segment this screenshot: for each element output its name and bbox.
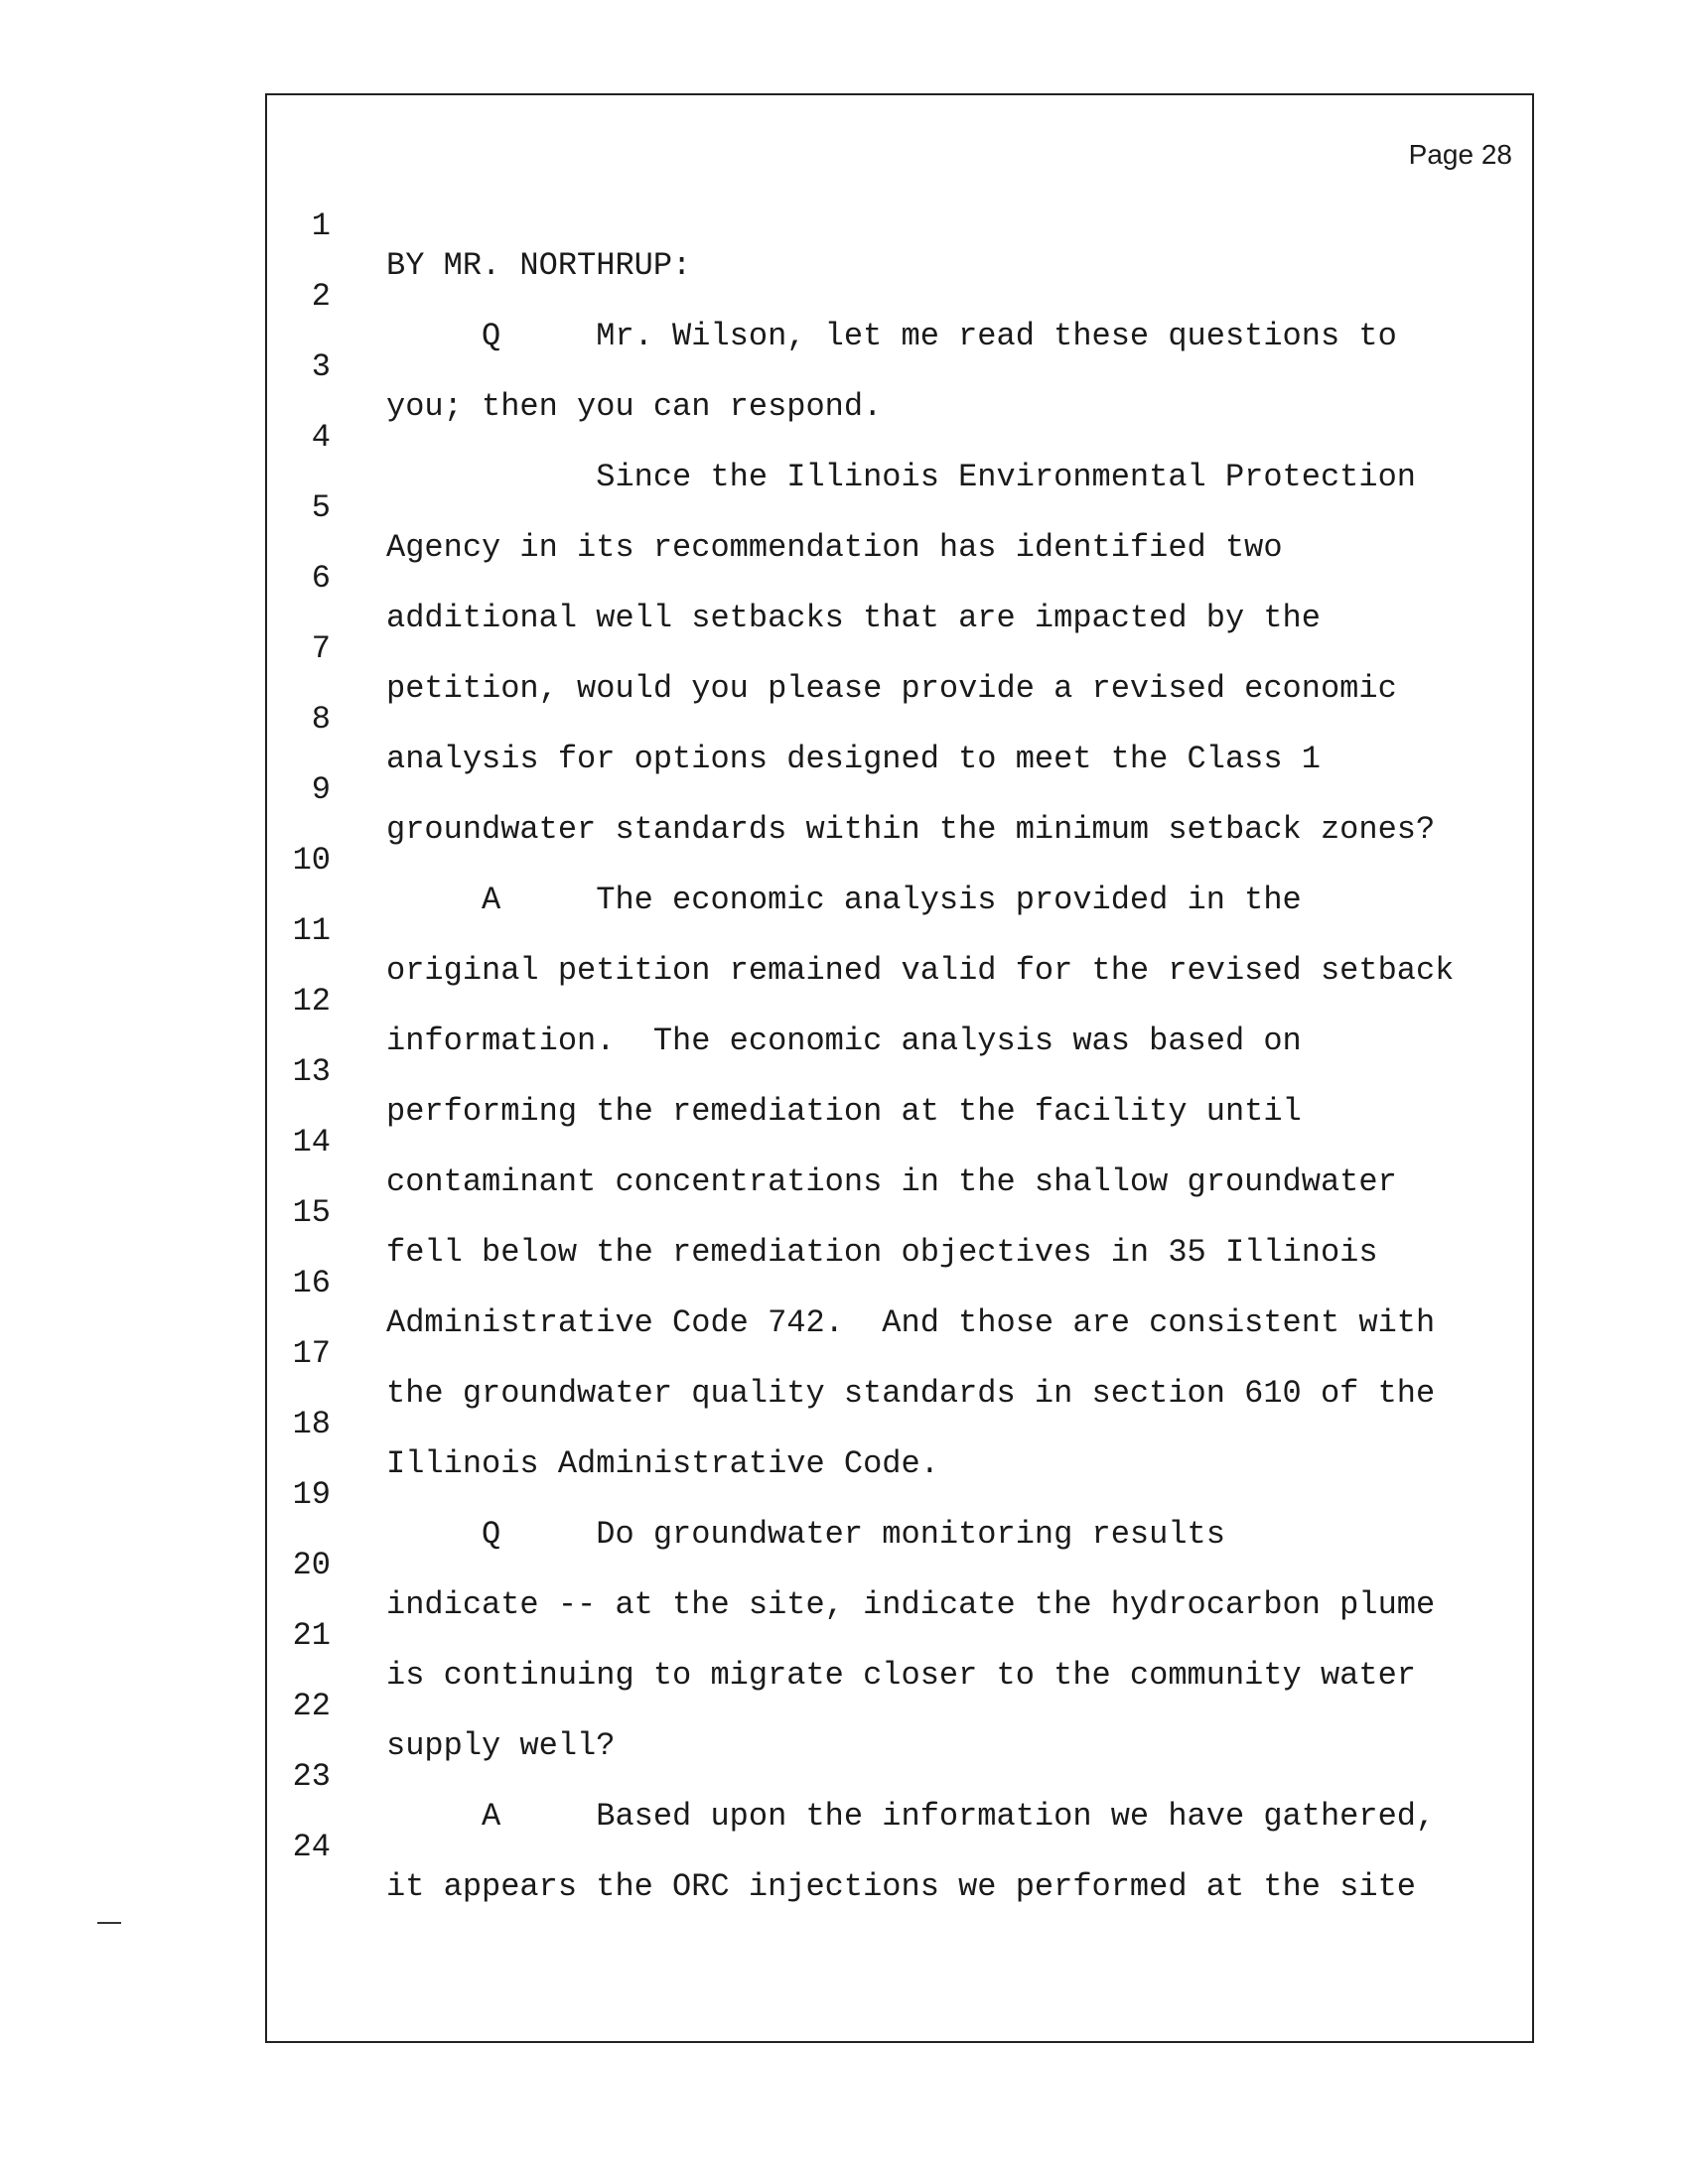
transcript-line <box>267 1083 1532 1200</box>
transcript-page <box>265 93 1534 2043</box>
line-number: 13 <box>292 1053 331 1090</box>
transcript-line <box>267 942 1532 1059</box>
line-text: contaminant concentrations in the shallow groundwater <box>386 1163 1397 1200</box>
line-text: Agency in its recommendation has identified two <box>386 529 1283 566</box>
line-text: is continuing to migrate closer to the community water <box>386 1657 1416 1694</box>
line-text: Since the Illinois Environmental Protection <box>386 459 1416 495</box>
margin-mark <box>97 1922 121 1924</box>
line-text: fell below the remediation objectives in 35 Illinois <box>386 1234 1378 1271</box>
line-number: 16 <box>292 1265 331 1301</box>
line-number: 15 <box>292 1194 331 1231</box>
line-text: A Based upon the information we have gathered, <box>386 1798 1436 1835</box>
transcript-line <box>267 1717 1532 1835</box>
line-number: 10 <box>292 842 331 879</box>
line-number: 2 <box>311 278 331 315</box>
transcript-line <box>267 378 1532 495</box>
line-text: petition, would you please provide a revised economic <box>386 670 1397 707</box>
line-text: indicate -- at the site, indicate the hydrocarbon plume <box>386 1586 1436 1623</box>
transcript-line <box>267 1295 1532 1412</box>
transcript-line <box>267 449 1532 566</box>
line-number: 18 <box>292 1406 331 1442</box>
line-text: it appears the ORC injections we performed at the site <box>386 1868 1416 1905</box>
line-number: 24 <box>292 1829 331 1865</box>
line-number: 8 <box>311 701 331 738</box>
transcript-line <box>267 1224 1532 1341</box>
transcript-line <box>267 872 1532 989</box>
line-text: original petition remained valid for the revised setback <box>386 952 1455 989</box>
line-text: Q Mr. Wilson, let me read these questions to <box>386 318 1397 354</box>
line-number: 11 <box>292 912 331 949</box>
line-number: 20 <box>292 1547 331 1583</box>
line-text: information. The economic analysis was based on <box>386 1023 1302 1059</box>
line-text: analysis for options designed to meet the Class 1 <box>386 741 1321 777</box>
line-text: supply well? <box>386 1727 616 1764</box>
transcript-line <box>267 237 1532 354</box>
line-text: the groundwater quality standards in section 610 of the <box>386 1375 1436 1412</box>
line-number: 17 <box>292 1335 331 1372</box>
line-text: additional well setbacks that are impacted by the <box>386 600 1321 636</box>
page-number: Page 28 <box>1408 139 1512 170</box>
line-number: 1 <box>311 207 331 244</box>
line-number: 5 <box>311 489 331 526</box>
line-text: you; then you can respond. <box>386 388 883 425</box>
line-text: Illinois Administrative Code. <box>386 1445 939 1482</box>
transcript-line <box>267 1647 1532 1764</box>
line-number: 7 <box>311 630 331 667</box>
transcript-line <box>267 308 1532 425</box>
transcript-line <box>267 167 1532 284</box>
transcript-line <box>267 1365 1532 1482</box>
transcript-line <box>267 1576 1532 1694</box>
line-number: 21 <box>292 1617 331 1654</box>
line-text: Q Do groundwater monitoring results <box>386 1516 1225 1553</box>
line-number: 22 <box>292 1688 331 1724</box>
line-number: 19 <box>292 1476 331 1513</box>
line-text: groundwater standards within the minimum setback zones? <box>386 811 1436 848</box>
line-text: A The economic analysis provided in the <box>386 882 1302 918</box>
line-number: 4 <box>311 419 331 456</box>
transcript-line <box>267 1154 1532 1271</box>
transcript-line <box>267 801 1532 918</box>
transcript-line <box>267 660 1532 777</box>
transcript-line <box>267 1506 1532 1623</box>
line-number: 23 <box>292 1758 331 1795</box>
transcript-line <box>267 1013 1532 1130</box>
transcript-line <box>267 1788 1532 1905</box>
line-text: BY MR. NORTHRUP: <box>386 247 692 284</box>
line-number: 12 <box>292 983 331 1020</box>
transcript-line <box>267 590 1532 707</box>
line-text: performing the remediation at the facility until <box>386 1093 1302 1130</box>
transcript-line <box>267 519 1532 636</box>
line-number: 9 <box>311 771 331 808</box>
transcript-line <box>267 1435 1532 1553</box>
line-number: 3 <box>311 348 331 385</box>
line-text: Administrative Code 742. And those are consistent with <box>386 1304 1436 1341</box>
transcript-line <box>267 731 1532 848</box>
line-number: 14 <box>292 1124 331 1160</box>
line-number: 6 <box>311 560 331 597</box>
